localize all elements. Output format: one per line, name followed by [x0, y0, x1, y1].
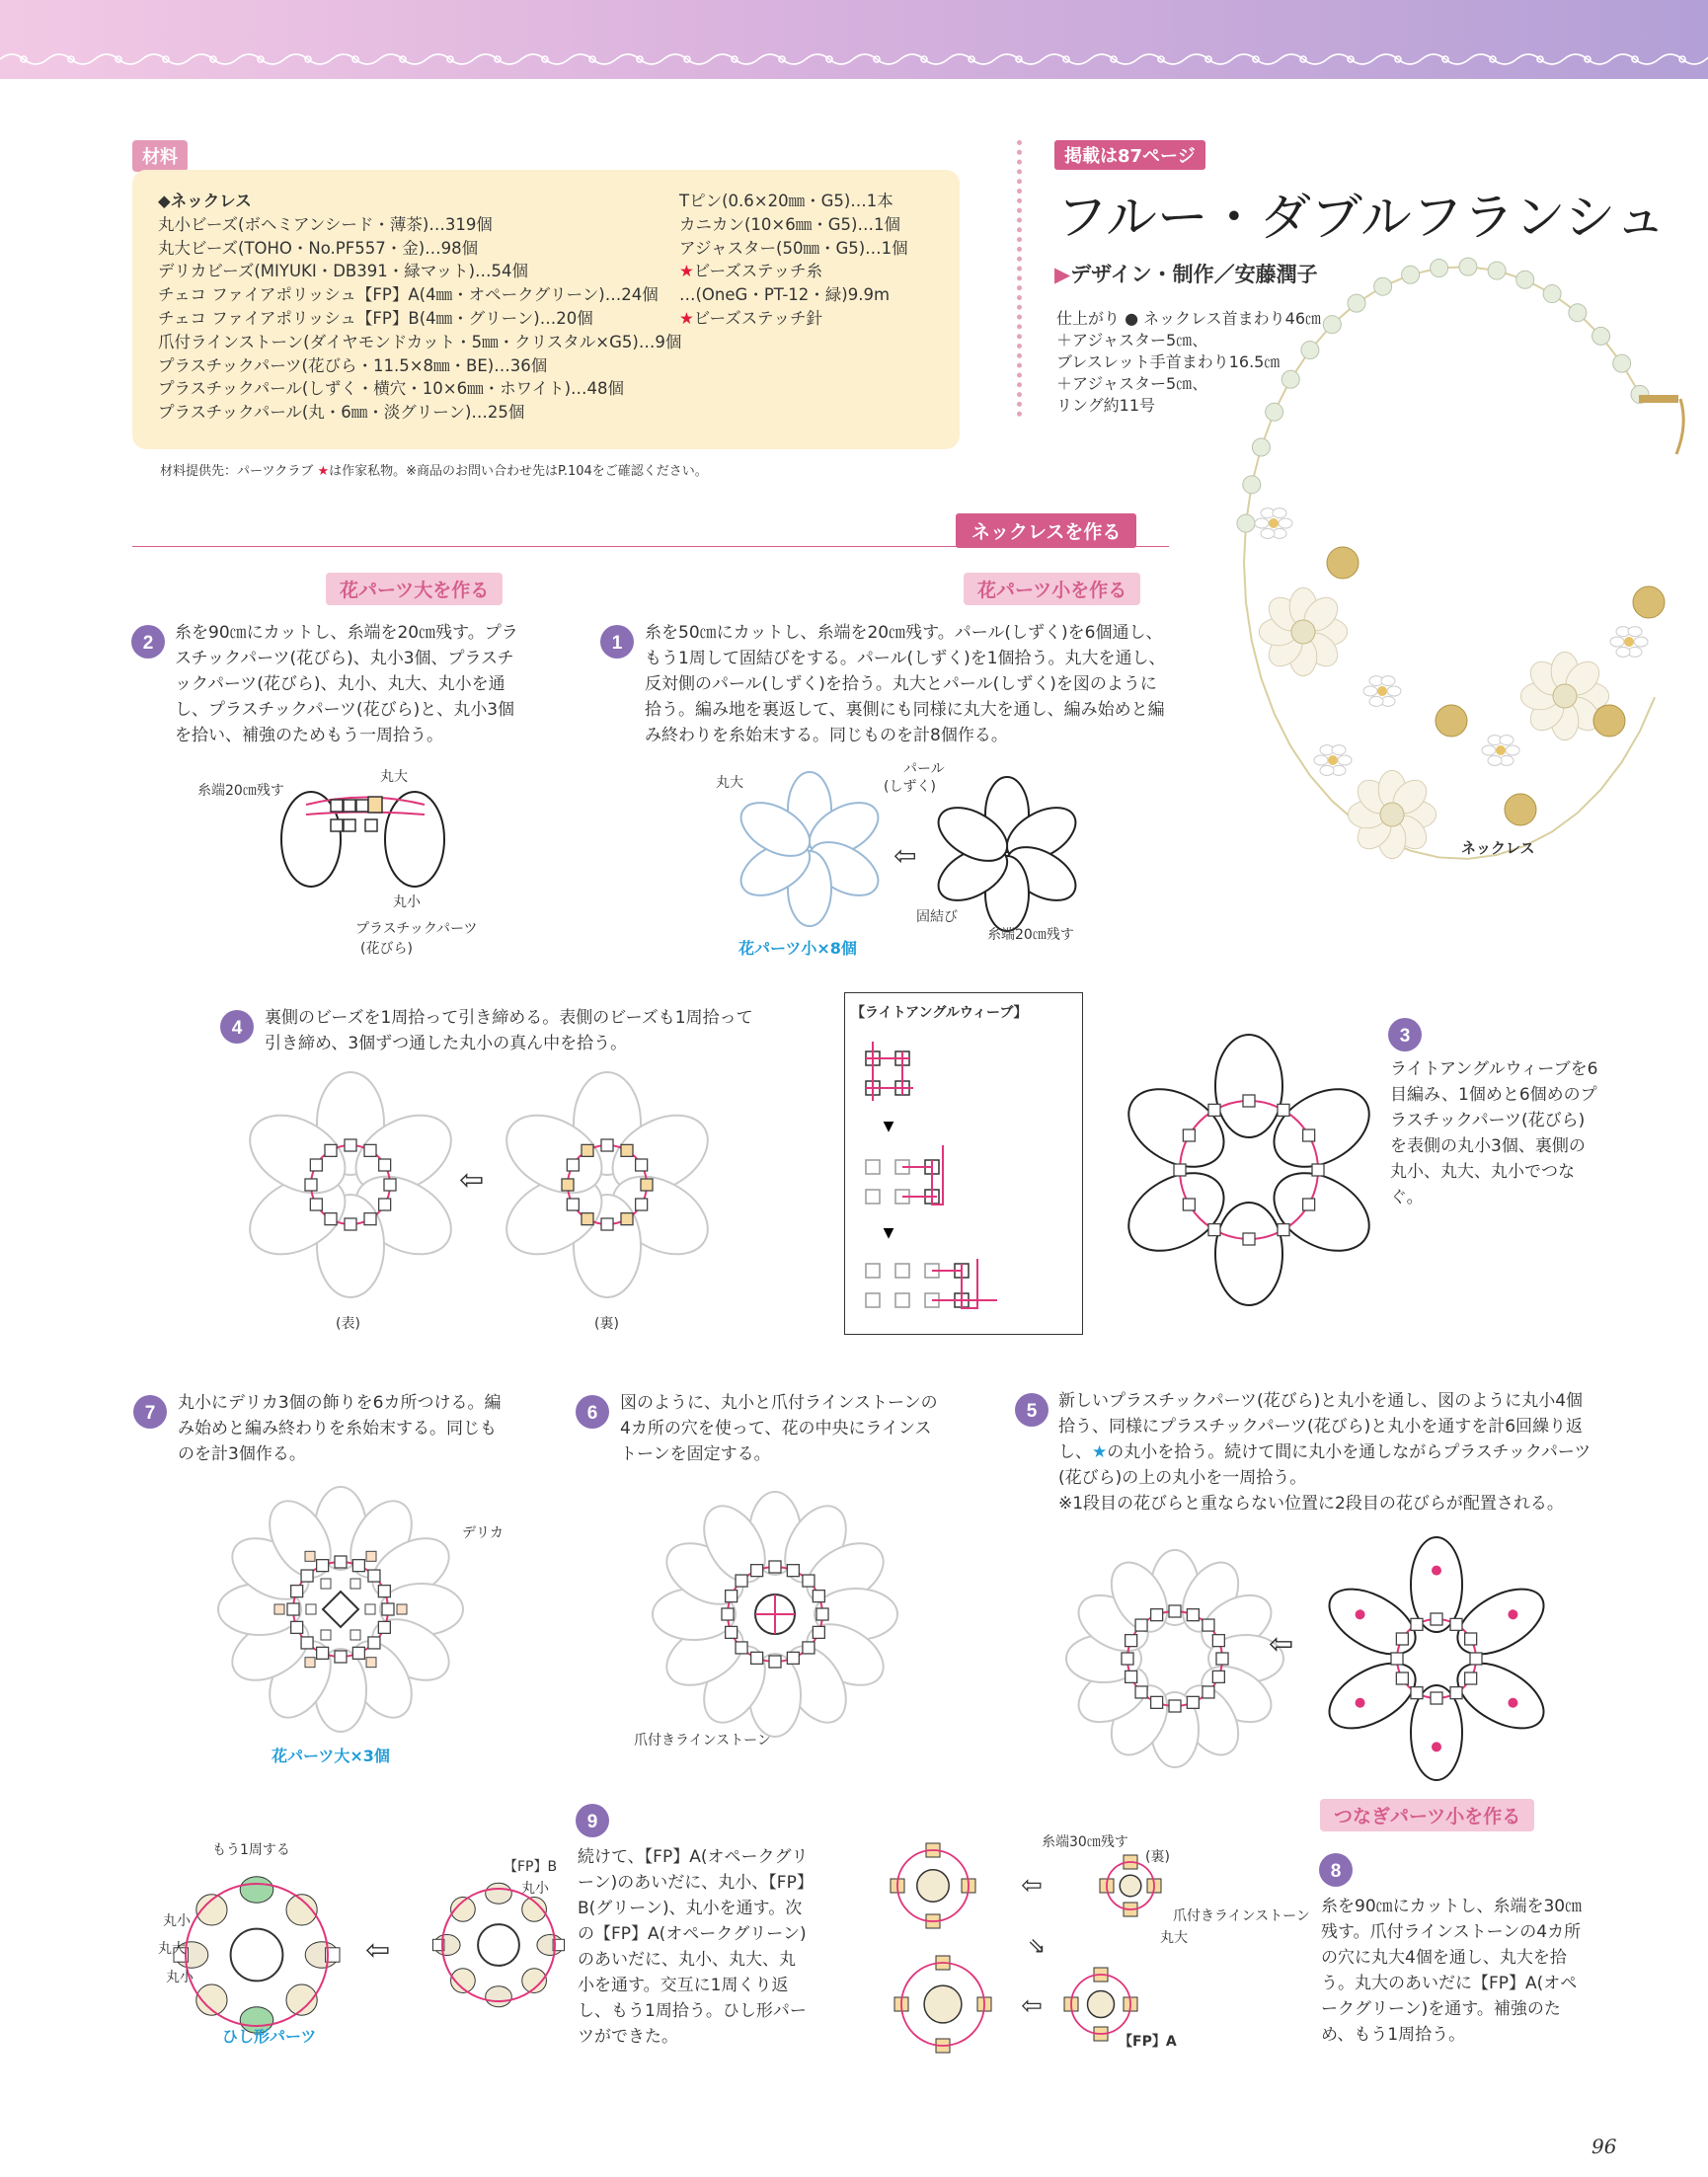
step-7-badge: [132, 1394, 168, 1430]
step-3-text: ライトアングルウィーブを6目編み、1個めと6個めのプラスチックパーツ(花びら)を表側の丸小3個、裏側の丸小、丸大、丸小でつなぐ。: [1390, 1059, 1598, 1207]
label-pearl-drop: (しずく): [884, 779, 936, 795]
step-5-text: [1058, 1388, 1592, 1516]
finish-line: ＋アジャスター5㎝、: [1056, 331, 1208, 350]
raw-title: 【ライトアングルウィーブ】: [851, 1005, 1028, 1021]
star-mark: ★: [679, 308, 694, 328]
label-maru-sho-a: 丸小: [163, 1913, 191, 1929]
svg-text:⇦: ⇦: [1021, 1871, 1043, 1901]
step-9-text: 続けて、【FP】A(オペークグリーン)のあいだに、丸小、【FP】B(グリーン)、丸小を通す。次の【FP】A(オペークグリーン)のあいだに、丸小、丸大、丸小を通す。交互に1周くり返し、もう1周拾う。ひし形パーツができた。: [578, 1847, 809, 2047]
label-maru-dai-a: 丸大: [158, 1941, 186, 1957]
note-suffix: は作家私物。※商品のお問い合わせ先はP.104をご確認ください。: [329, 464, 708, 479]
label-plastic: プラスチックパーツ: [355, 921, 478, 937]
step-7-flower: [212, 1481, 469, 1738]
page-ref-tag: 掲載は87ページ: [1054, 140, 1205, 170]
star-mark: ★: [679, 262, 694, 281]
arrow-left-icon: ⇦: [893, 839, 917, 872]
material-text: ビーズステッチ糸: [693, 262, 822, 281]
material-text: アジャスター(50㎜・G5)…1個: [679, 238, 908, 258]
label-once-more: もう1周する: [212, 1842, 290, 1858]
step-8-diagram: [874, 1827, 1308, 2063]
label-rhinestone-2: 爪付きラインストーン: [1173, 1908, 1310, 1924]
section-flower-large: 花パーツ大を作る: [326, 573, 503, 605]
page-title: フルー・ダブルフランシュ: [1056, 189, 1667, 248]
svg-text:2: 2: [142, 633, 154, 654]
step-6-badge: [575, 1394, 610, 1430]
finish-line: 仕上がり ● ネックレス首まわり46㎝: [1056, 309, 1322, 328]
label-thread-30: 糸端30㎝残す: [1042, 1834, 1128, 1850]
step-5-flower-start: [1308, 1530, 1565, 1787]
material-item: 爪付ラインストーン(ダイヤモンドカット・5㎜・クリスタル×G5)…9個: [158, 332, 682, 351]
label-maru-sho: 丸小: [393, 894, 421, 910]
step-4-text: 裏側のビーズを1周拾って引き締める。表側のビーズも1周拾って引き締め、3個ずつ通した丸小の真ん中を拾う。: [265, 1008, 753, 1053]
svg-text:6: 6: [586, 1403, 598, 1424]
step-5-text-a: 新しいプラスチックパーツ(花びら)と丸小を通し、図のように丸小4個拾う、同様にプラスチックパーツ(花びら)と丸小を通すを計6回繰り返し、: [1058, 1391, 1584, 1462]
diamond-part-start: [425, 1871, 573, 2019]
label-thread-20: 糸端20㎝残す: [197, 783, 284, 799]
step-4-badge: [219, 1009, 255, 1045]
materials-note: [160, 460, 708, 479]
material-item-right: [679, 237, 946, 261]
label-rhinestone: 爪付きラインストーン: [634, 1733, 771, 1749]
materials-left-items: [158, 213, 682, 425]
material-text: カニカン(10×6㎜・G5)…1個: [679, 214, 900, 234]
raw-diagram: [854, 1032, 1076, 1328]
section-connector-small: つなぎパーツ小を作る: [1320, 1799, 1534, 1831]
svg-text:5: 5: [1026, 1401, 1038, 1422]
label-fpb: 【FP】B: [504, 1859, 558, 1875]
label-maru-dai-2: 丸大: [716, 775, 743, 791]
svg-text:▼: ▼: [883, 1119, 894, 1134]
svg-text:⇦: ⇦: [1021, 1991, 1043, 2021]
label-front: (表): [336, 1316, 360, 1332]
material-item: デリカビーズ(MIYUKI・DB391・緑マット)…54個: [158, 262, 529, 281]
arrow-left-icon-4: ⇦: [365, 1933, 391, 1968]
step-1-flower-result: [731, 765, 889, 933]
step-4-flower-back: [494, 1061, 721, 1308]
caption-diamond: ひし形パーツ: [222, 2027, 317, 2046]
material-item-right: [679, 260, 946, 283]
svg-text:3: 3: [1399, 1026, 1411, 1047]
label-maru-dai: 丸大: [380, 769, 408, 785]
svg-text:▼: ▼: [883, 1225, 894, 1241]
step-7-text: 丸小にデリカ3個の飾りを6カ所つける。編み始めと編み終わりを糸始末する。同じものを計3個作る。: [178, 1393, 502, 1464]
materials-right-list: [679, 190, 946, 331]
material-text: ビーズステッチ針: [693, 308, 822, 328]
step-3-badge: [1387, 1017, 1423, 1052]
step-2-badge: [130, 624, 166, 660]
material-item-right: [679, 307, 946, 331]
step-9-badge: [575, 1803, 610, 1838]
designer-text: デザイン・制作／安藤潤子: [1070, 263, 1318, 286]
step-6-flower: [647, 1486, 903, 1743]
note-prefix: 材料提供先：パーツクラブ: [160, 464, 314, 479]
vertical-dotted-divider: [1017, 140, 1022, 417]
svg-text:9: 9: [586, 1812, 598, 1832]
label-maru-dai-b: 丸大: [1160, 1930, 1188, 1946]
caption-small-flower: 花パーツ小×8個: [738, 939, 857, 958]
section-necklace: ネックレスを作る: [956, 513, 1136, 548]
arrow-left-icon-2: ⇦: [459, 1163, 485, 1198]
material-item: プラスチックパール(しずく・横穴・10×6㎜・ホワイト)…48個: [158, 379, 625, 399]
material-item: チェコ ファイアポリッシュ【FP】A(4㎜・オペークグリーン)…24個: [158, 285, 659, 305]
finish-line: リング約11号: [1056, 396, 1156, 415]
caption-large-flower: 花パーツ大×3個: [272, 1747, 390, 1765]
materials-tag: 材料: [132, 140, 188, 172]
step-5-text-b: の丸小を拾う。続けて間に丸小を通しながらプラスチックパーツ(花びら)の上の丸小を一周拾う。: [1058, 1442, 1592, 1488]
step-8-badge: [1318, 1852, 1354, 1888]
step-3-diagram: [1106, 1017, 1392, 1323]
material-item: 丸小ビーズ(ボヘミアンシード・薄茶)…319個: [158, 214, 493, 234]
svg-text:4: 4: [231, 1018, 243, 1039]
material-text: Tピン(0.6×20㎜・G5)…1本: [679, 192, 893, 210]
step-8-text: 糸を90㎝にカットし、糸端を30㎝残す。爪付ラインストーンの4カ所の穴に丸大4個を通し、丸大を拾う。丸大のあいだに【FP】A(オペークグリーン)を通す。補強のため、もう1周拾う。: [1321, 1897, 1583, 2045]
blue-star-icon: ★: [1092, 1442, 1108, 1462]
finish-line: ブレスレット手首まわり16.5㎝: [1056, 352, 1281, 371]
necklace-photo: [1224, 257, 1698, 898]
section-flower-small: 花パーツ小を作る: [964, 573, 1140, 605]
material-item-right: [679, 190, 946, 213]
materials-heading: ◆ネックレス: [158, 192, 252, 210]
label-knot: 固結び: [916, 909, 958, 925]
label-back: (裏): [594, 1316, 619, 1332]
material-item-right: [679, 283, 946, 307]
note-star: ★: [317, 464, 330, 479]
step-2-diagram: [267, 780, 464, 898]
svg-text:7: 7: [144, 1403, 156, 1424]
svg-text:8: 8: [1330, 1861, 1342, 1882]
step-5-note: ※1段目の花びらと重ならない位置に2段目の花びらが配置される。: [1058, 1494, 1564, 1514]
step-5-flower-result: [1061, 1545, 1288, 1772]
page-number: 96: [1592, 2135, 1617, 2158]
step-6-text: 図のように、丸小と爪付ラインストーンの4カ所の穴を使って、花の中央にラインストーンを固定する。: [620, 1393, 938, 1464]
lace-border: [0, 49, 1708, 69]
step-5-badge: [1014, 1392, 1049, 1428]
material-item: プラスチックパール(丸・6㎜・淡グリーン)…25個: [158, 403, 525, 423]
material-item: 丸大ビーズ(TOHO・No.PF557・金)…98個: [158, 238, 479, 258]
svg-text:⇘: ⇘: [1027, 1934, 1047, 1959]
arrow-left-icon-3: ⇦: [1269, 1627, 1294, 1662]
step-2-text: 糸を90㎝にカットし、糸端を20㎝残す。プラスチックパーツ(花びら)、丸小3個、プラスチックパーツ(花びら)、丸小、丸大、丸小を通し、プラスチックパーツ(花びら)と、丸小3個を拾い、補強のためもう一周拾う。: [175, 623, 518, 745]
triangle-icon: ▶: [1054, 263, 1071, 286]
photo-caption: ネックレス: [1461, 839, 1535, 857]
label-pearl: パール: [903, 761, 945, 777]
step-1-text: 糸を50㎝にカットし、糸端を20㎝残す。パール(しずく)を6個通し、もう1周して固結びをする。パール(しずく)を1個拾う。丸大を通し、反対側のパール(しずく)を拾う。丸大とパール(しずく)を図のように拾う。編み地を裏返して、裏側にも同様に丸大を通し、編み始めと編み終わりを糸始末する。同じものを計8個作る。: [645, 623, 1166, 745]
material-item: チェコ ファイアポリッシュ【FP】B(4㎜・グリーン)…20個: [158, 308, 593, 328]
label-fpa: 【FP】A: [1119, 2034, 1177, 2050]
step-1-badge: [599, 624, 635, 660]
materials-left-list: [158, 190, 682, 425]
step-4-flower-front: [237, 1061, 464, 1308]
material-text: …(OneG・PT-12・緑)9.9m: [679, 285, 891, 305]
finish-line: ＋アジャスター5㎝、: [1056, 374, 1208, 393]
label-back-2: (裏): [1145, 1849, 1170, 1865]
svg-text:1: 1: [611, 633, 623, 654]
label-maru-sho-b: 丸小: [166, 1970, 194, 1985]
label-delica: デリカ: [462, 1525, 504, 1541]
label-maru-sho-c: 丸小: [521, 1881, 549, 1897]
label-petal: (花びら): [360, 941, 413, 957]
material-item: プラスチックパーツ(花びら・11.5×8㎜・BE)…36個: [158, 355, 548, 375]
material-item-right: [679, 213, 946, 237]
label-thread-20-b: 糸端20㎝残す: [987, 927, 1074, 943]
